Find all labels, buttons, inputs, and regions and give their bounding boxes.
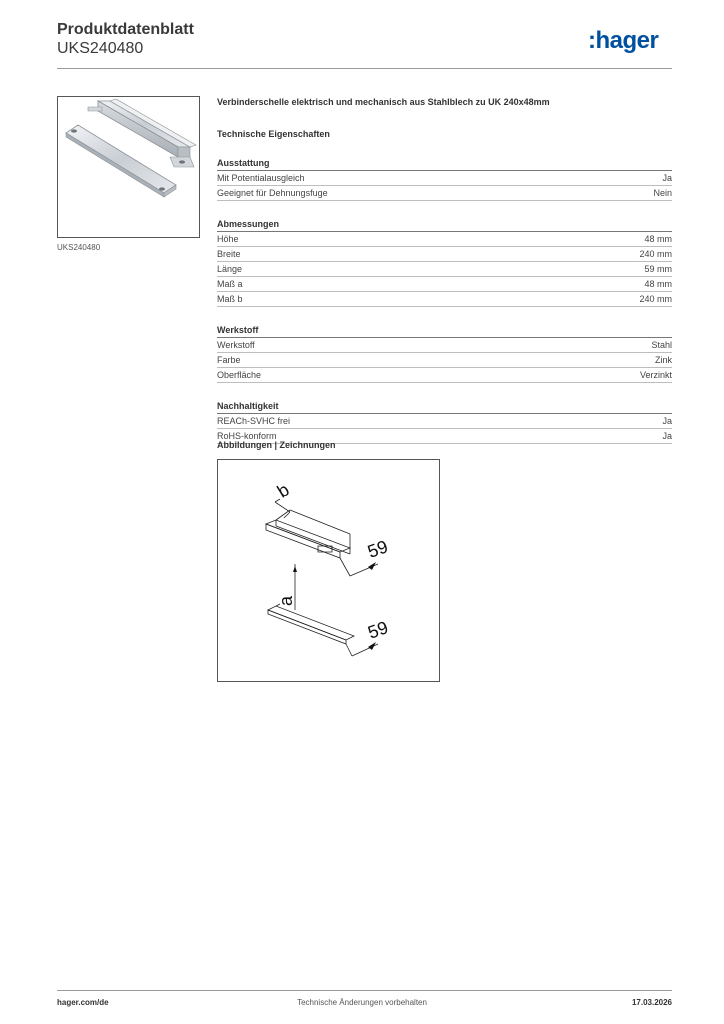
logo-text: :hager — [588, 27, 659, 54]
table-row — [217, 277, 672, 292]
product-photo — [57, 96, 200, 238]
dimension-drawing-icon — [218, 460, 439, 681]
row-label: Maß b — [217, 294, 243, 304]
dim-bottom-59-label: 59 — [365, 617, 391, 643]
properties-panel — [217, 92, 672, 444]
table-row — [217, 186, 672, 201]
row-value: 240 mm — [639, 294, 672, 304]
header-product-code: UKS240480 — [57, 40, 144, 57]
row-label: RoHS-konform — [217, 431, 277, 441]
footer-divider — [57, 990, 672, 991]
section-ausstattung — [217, 157, 672, 201]
dim-top-59-label: 59 — [364, 536, 391, 562]
product-photo-caption: UKS240480 — [57, 243, 101, 252]
row-value: 48 mm — [644, 234, 672, 244]
technical-properties-heading: Technische Eigenschaften — [217, 129, 330, 139]
row-value: Zink — [654, 355, 672, 365]
row-label: Farbe — [217, 355, 241, 365]
dim-a-label: a — [276, 595, 296, 606]
header-title: Produktdatenblatt — [57, 21, 194, 38]
row-value: Ja — [662, 416, 672, 426]
section-title: Ausstattung — [217, 157, 672, 171]
row-label: Geeignet für Dehnungsfuge — [217, 188, 328, 198]
section-werkstoff — [217, 324, 672, 383]
product-description: Verbinderschelle elektrisch und mechanisch aus Stahlblech zu UK 240x48mm — [217, 97, 550, 107]
row-value: 59 mm — [644, 264, 672, 274]
row-label: REACh-SVHC frei — [217, 416, 291, 426]
footer-notice: Technische Änderungen vorbehalten — [297, 998, 427, 1007]
row-value: Ja — [662, 431, 672, 441]
table-row — [217, 353, 672, 368]
figures-heading: Abbildungen | Zeichnungen — [217, 440, 336, 450]
row-value: Nein — [653, 188, 672, 198]
dimension-drawing — [217, 459, 440, 682]
footer-website[interactable]: hager.com/de — [57, 998, 109, 1007]
hager-logo-icon — [588, 26, 672, 56]
row-value: 240 mm — [639, 249, 672, 259]
row-label: Breite — [217, 249, 241, 259]
table-row — [217, 232, 672, 247]
section-title: Werkstoff — [217, 324, 672, 338]
row-value: Verzinkt — [639, 370, 672, 380]
table-row — [217, 292, 672, 307]
table-row — [217, 171, 672, 186]
table-row — [217, 262, 672, 277]
section-title: Abmessungen — [217, 218, 672, 232]
row-label: Höhe — [217, 234, 239, 244]
section-title: Nachhaltigkeit — [217, 400, 672, 414]
section-nachhaltigkeit — [217, 400, 672, 444]
row-label: Mit Potentialausgleich — [217, 173, 305, 183]
table-row — [217, 247, 672, 262]
hager-logo — [588, 26, 672, 56]
row-value: Ja — [662, 173, 672, 183]
header-divider — [57, 68, 672, 69]
row-label: Oberfläche — [217, 370, 262, 380]
table-row — [217, 368, 672, 383]
section-abmessungen — [217, 218, 672, 307]
row-value: Stahl — [651, 340, 672, 350]
dim-b-label: b — [273, 479, 293, 502]
table-row — [217, 338, 672, 353]
table-row — [217, 414, 672, 429]
steel-bracket-photo-icon — [58, 97, 199, 237]
row-value: 48 mm — [644, 279, 672, 289]
row-label: Maß a — [217, 279, 243, 289]
row-label: Länge — [217, 264, 243, 274]
footer-date: 17.03.2026 — [631, 998, 672, 1007]
row-label: Werkstoff — [217, 340, 255, 350]
